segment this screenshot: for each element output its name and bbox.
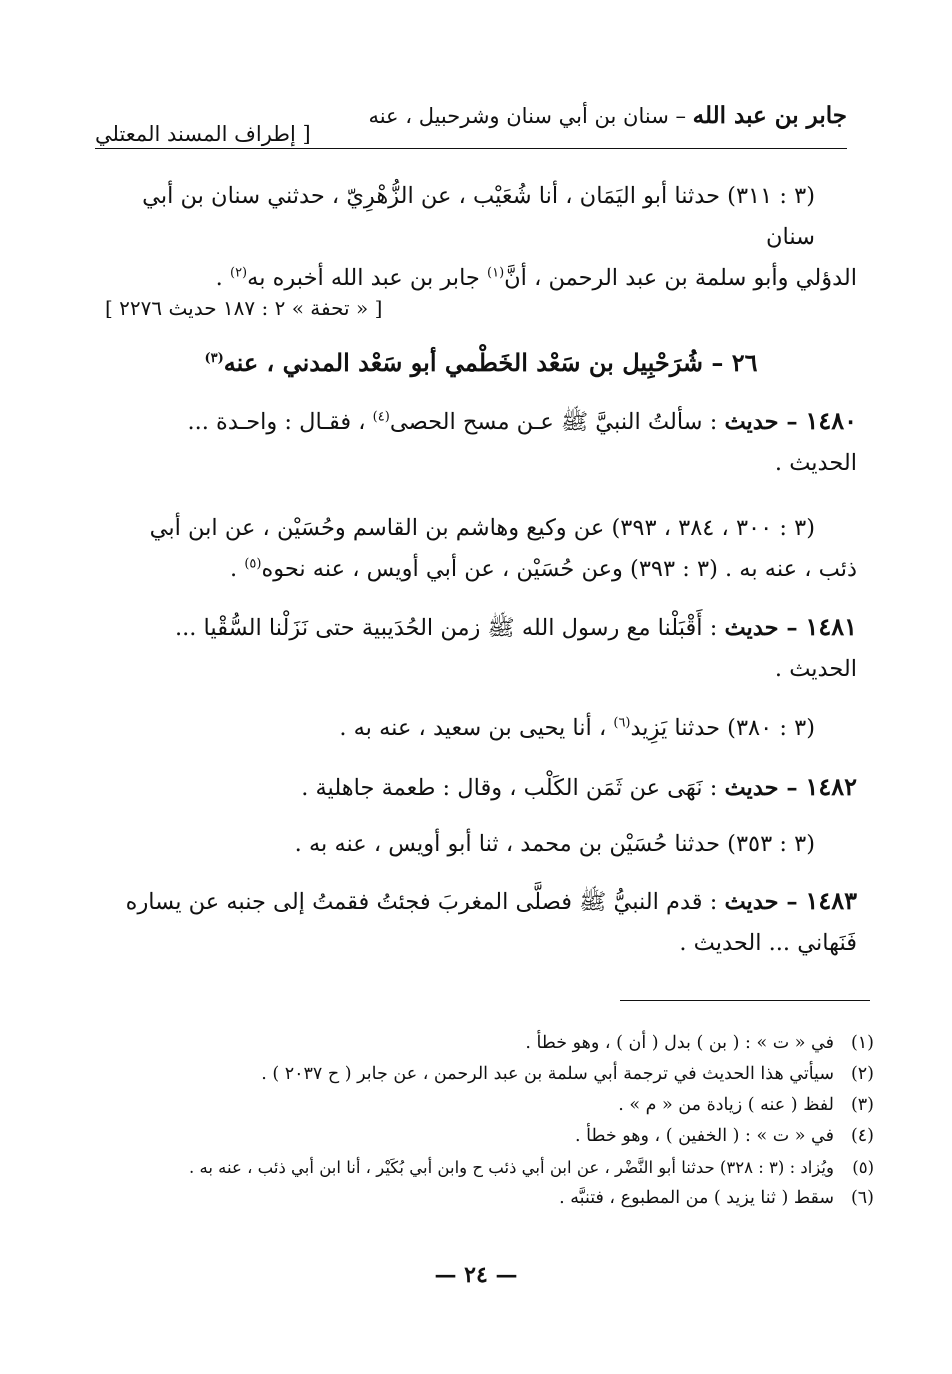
hadith-label: – حديث	[724, 409, 806, 435]
footnote-2	[120, 1059, 874, 1090]
isnad-1480-text-b: .	[230, 556, 245, 582]
footnote-number: (٦)	[850, 1188, 874, 1208]
hadith-1483-line2: فَنَهاني ... الحديث .	[679, 930, 857, 956]
footnote-ref-5: (٥)	[244, 556, 262, 572]
footnote-number: (٣)	[850, 1095, 874, 1115]
isnad-1482-line: (٣ : ٣٥٣) حدثنا حُسَيْن بن محمد ، ثنا أبو أويس ، عنه به .	[294, 831, 815, 857]
hadith-number: ١٤٨٣	[805, 886, 857, 915]
hadith-1480-line1	[105, 400, 857, 443]
isnad-1480-text-a: ذئب ، عنه به . (٣ : ٣٩٣) وعن حُسَيْن ، عن أبي أويس ، عنه نحوه	[261, 556, 857, 582]
hadith-1480-line2: الحديث .	[774, 450, 857, 476]
hadith-label: – حديث	[724, 615, 806, 641]
footnote-ref-6: (٦)	[613, 715, 631, 731]
footnote-3	[120, 1090, 874, 1121]
hadith-1481-line2: الحديث .	[774, 656, 857, 682]
footnote-text: ويُزاد : (٣ : ٣٢٨) حدثنا أبو النَّضْر ، عن ابن أبي ذئب ح وابن أبي بُكَيْر ، أنا ابن أبي ذئب ، عنه به .	[189, 1158, 834, 1177]
hadith-1483-text: : قدم النبيُّ ﷺ فصلَّى المغربَ فجئتُ فقمتُ إلى جنبه عن يساره	[125, 889, 725, 915]
section-title-text: ٢٦ – شُرَحْبِيل بن سَعْد الخَطْمي أبو سَعْد المدني ، عنه	[223, 348, 758, 377]
running-head-name: جابر بن عبد الله	[692, 102, 847, 129]
hadith-1481-text: : أَقْبَلْنا مع رسول الله ﷺ زمن الحُدَيبية حتى نَزَلْنا السُّقْيا ...	[174, 615, 725, 641]
isnad-311	[105, 176, 857, 299]
footnote-6	[120, 1183, 874, 1214]
hadith-1482	[105, 766, 857, 809]
footnote-text: سقط ( ثنا يزيد ) من المطبوع ، فتنبَّه .	[559, 1188, 834, 1208]
hadith-1483-line1	[105, 880, 857, 923]
footnote-number: (٢)	[850, 1064, 874, 1084]
isnad-1482	[105, 824, 857, 865]
hadith-label: – حديث	[724, 889, 806, 915]
footnote-number: (١)	[850, 1033, 874, 1053]
hadith-1482-line1	[105, 766, 857, 809]
isnad-311-text-c: .	[215, 265, 230, 291]
footnote-number: (٥)	[852, 1158, 874, 1177]
hadith-1480-text-b: ، فقـال : واحـدة ...	[187, 409, 373, 435]
footnote-5	[120, 1152, 874, 1183]
footnotes	[120, 1028, 874, 1214]
hadith-number: ١٤٨١	[805, 612, 857, 641]
isnad-1481-text-b: ، أنا يحيى بن سعيد ، عنه به .	[339, 715, 614, 741]
isnad-1480	[105, 508, 857, 590]
section-heading	[105, 348, 857, 377]
hadith-1483	[105, 880, 857, 964]
hadith-1481	[105, 606, 857, 690]
footnote-text: في « ت » : ( الخفين ) ، وهو خطأ .	[575, 1126, 834, 1146]
hadith-number: ١٤٨٠	[805, 406, 857, 435]
hadith-1481-line1	[105, 606, 857, 649]
hadith-number: ١٤٨٢	[805, 772, 857, 801]
isnad-1480-line1: (٣ : ٣٠٠ ، ٣٨٤ ، ٣٩٣) عن وكيع وهاشم بن القاسم وحُسَيْن ، عن ابن أبي	[149, 515, 815, 541]
footnote-separator	[620, 1000, 870, 1001]
isnad-1481-line	[105, 708, 857, 749]
isnad-1481-text-a: (٣ : ٣٨٠) حدثنا يَزِيد	[630, 715, 815, 741]
running-header	[95, 102, 847, 149]
footnote-text: لفظ ( عنه ) زيادة من « م » .	[618, 1095, 834, 1115]
isnad-311-text-a: الدؤلي وأبو سلمة بن عبد الرحمن ، أنَّ	[504, 265, 857, 291]
hadith-label: – حديث	[724, 775, 806, 801]
isnad-1481	[105, 708, 857, 749]
page-number: — ٢٤ —	[434, 1262, 518, 1288]
running-head-right	[368, 102, 847, 129]
hadith-1482-text: : نَهَى عن ثَمَن الكَلْب ، وقال : طعمة جاهلية .	[301, 775, 725, 801]
isnad-1480-line2	[105, 549, 857, 590]
running-head-left: [ إطراف المسند المعتلي	[95, 122, 311, 146]
footnote-ref-1: (١)	[487, 265, 505, 281]
hadith-1480-text-a: : سألتُ النبيَّ ﷺ عـن مسح الحصى	[389, 409, 725, 435]
isnad-311-line2	[105, 258, 857, 299]
hadith-1480	[105, 400, 857, 484]
footnote-1	[120, 1028, 874, 1059]
footnote-number: (٤)	[850, 1126, 874, 1146]
running-head-rest: – سنان بن أبي سنان وشرحبيل ، عنه	[368, 104, 693, 128]
tuhfa-reference: [ « تحفة » ٢ : ١٨٧ حديث ٢٢٧٦ ]	[105, 296, 383, 320]
isnad-311-line1: (٣ : ٣١١) حدثنا أبو اليَمَان ، أنا شُعَيْب ، عن الزُّهْرِيّ ، حدثني سنان بن أبي سنان	[142, 183, 815, 250]
footnote-ref-4: (٤)	[372, 409, 390, 425]
footnote-ref-2: (٢)	[229, 265, 248, 281]
footnote-text: في « ت » : ( بن ) بدل ( أن ) ، وهو خطأ .	[525, 1033, 834, 1053]
footnote-4	[120, 1121, 874, 1152]
footnote-ref-3: (٣)	[204, 351, 224, 366]
footnote-text: سيأتي هذا الحديث في ترجمة أبي سلمة بن عبد الرحمن ، عن جابر ( ح ٢٠٣٧ ) .	[261, 1064, 834, 1084]
isnad-311-text-b: جابر بن عبد الله أخبره به	[247, 265, 487, 291]
